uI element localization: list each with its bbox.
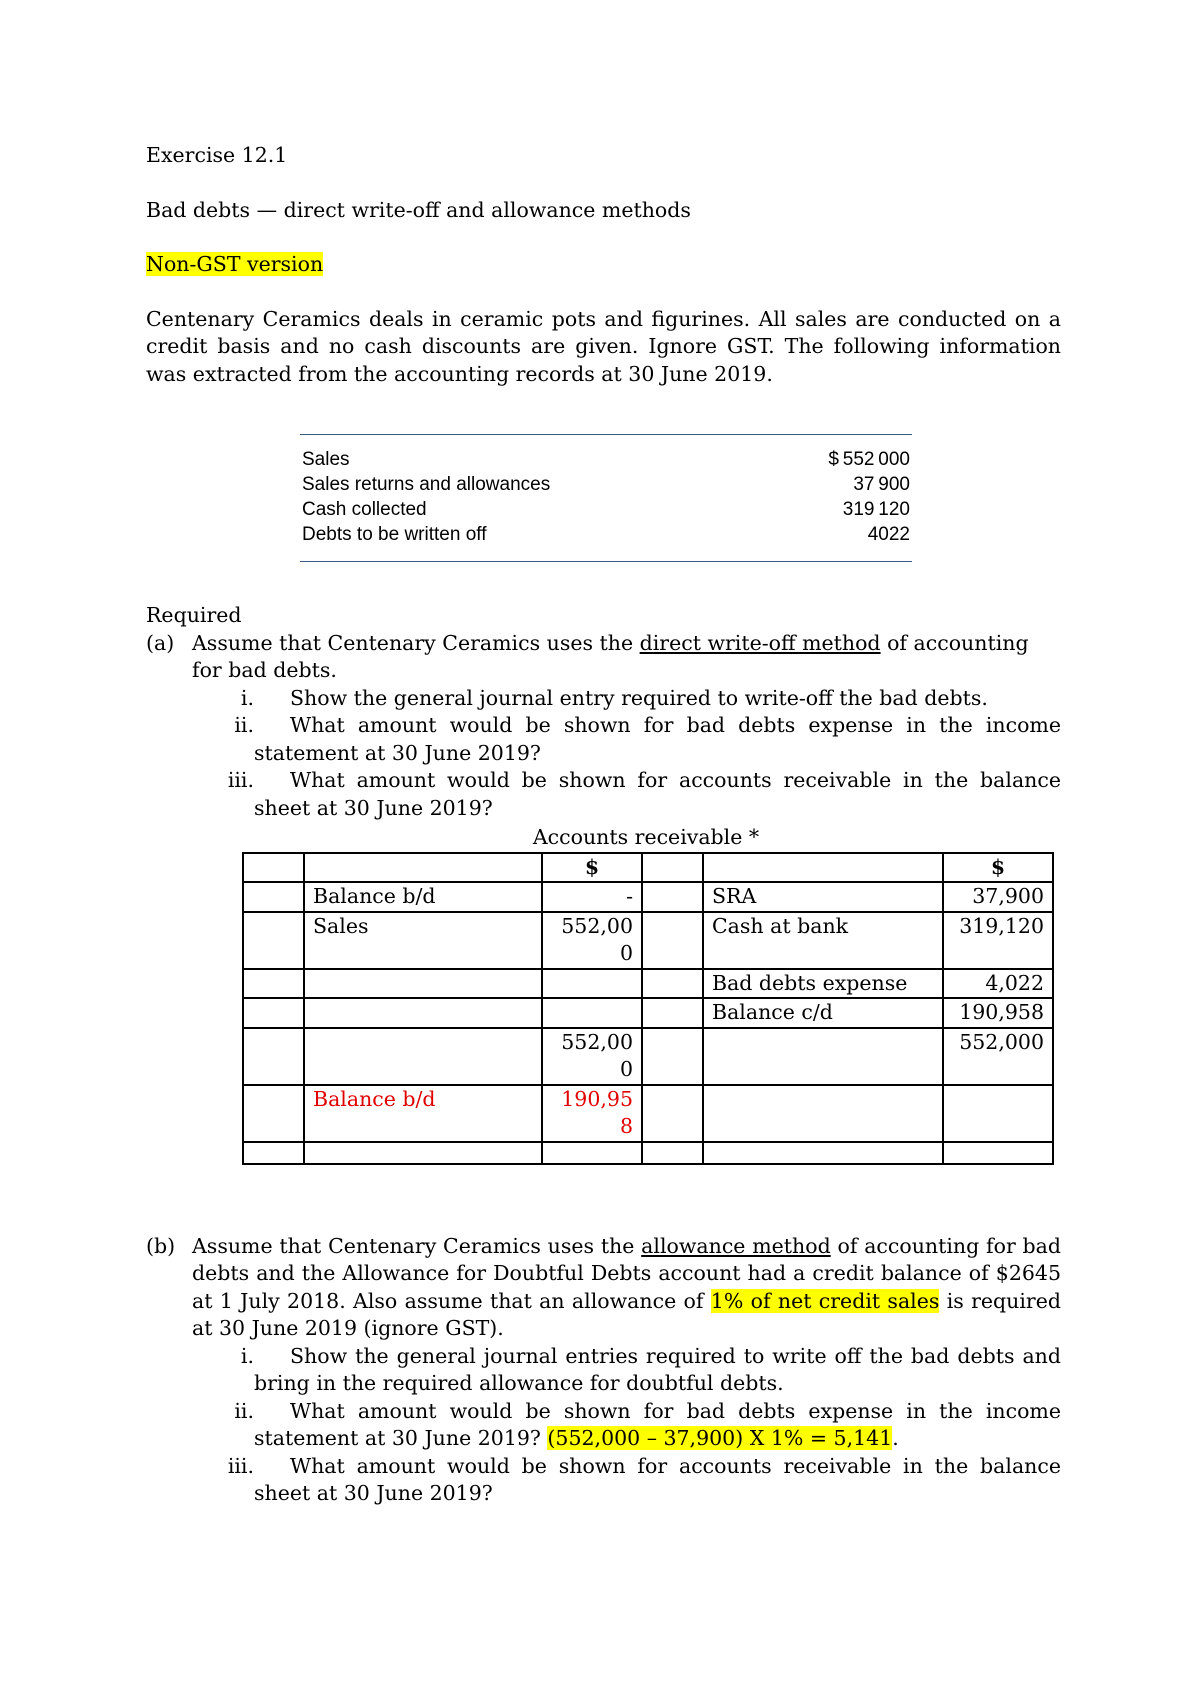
part-a-label: (a)	[146, 630, 175, 655]
item-number: ii.	[234, 713, 254, 737]
t-account-table	[242, 852, 1054, 1165]
table-row	[243, 912, 1053, 969]
summary-row	[300, 522, 912, 547]
summary-label: Sales returns and allowances	[302, 474, 551, 495]
item-text-content: What amount would be shown for bad debts expense in the income statement at 30 June 2019?	[254, 713, 1061, 765]
part-b-label: (b)	[146, 1233, 176, 1258]
summary-label: Sales	[302, 449, 350, 470]
entry-label: Bad debts expense	[703, 969, 943, 999]
item-text	[254, 685, 1061, 713]
part-a-item	[146, 712, 1061, 767]
part-b-item	[146, 1343, 1061, 1398]
table-row	[243, 998, 1053, 1028]
item-number: iii.	[227, 1453, 254, 1478]
intro-paragraph: Centenary Ceramics deals in ceramic pots and figurines. All sales are conducted on a credit basis and no cash discounts are given. Ignore GST. The following information was extracted from the accounting records at 30 June 2019.	[146, 306, 1061, 386]
entry-label: Balance c/d	[703, 998, 943, 1028]
part-a-heading	[146, 630, 1061, 685]
part-b-text-mid: of accounting for bad debts and the Allowance for Doubtful Debts account had a credit balance of $2645 at 1 July 2018. Also assume that an allowance of	[192, 1233, 1061, 1313]
item-text	[254, 1398, 1061, 1453]
entry-label: Balance b/d	[304, 882, 542, 912]
summary-label: Cash collected	[302, 499, 427, 520]
part-a-text-before: Assume that Centenary Ceramics uses the	[192, 630, 640, 655]
currency-header: $	[542, 853, 642, 883]
summary-value: $ 552 000	[828, 449, 910, 470]
summary-value: 4022	[867, 524, 910, 545]
summary-value: 319 120	[842, 499, 910, 520]
part-b-item	[146, 1398, 1061, 1453]
entry-amount: 4,022	[943, 969, 1053, 999]
table-row	[243, 1085, 1053, 1142]
item-text	[254, 1343, 1061, 1398]
part-b-text-before: Assume that Centenary Ceramics uses the	[192, 1233, 642, 1258]
table-row	[243, 1142, 1053, 1164]
part-b-method: allowance method	[641, 1233, 831, 1258]
answer-end: .	[892, 1426, 899, 1450]
table-row	[243, 882, 1053, 912]
version-highlight: Non-GST version	[146, 252, 324, 276]
item-text	[254, 712, 1061, 767]
entry-amount: 37,900	[943, 882, 1053, 912]
part-a-method: direct write-off method	[639, 630, 881, 655]
part-b-heading	[146, 1233, 1061, 1343]
item-text	[254, 767, 1061, 822]
exercise-title: Exercise 12.1	[146, 143, 288, 167]
item-text	[254, 1453, 1061, 1508]
table-row	[243, 969, 1053, 999]
exercise-subtitle: Bad debts — direct write-off and allowance methods	[146, 197, 691, 222]
item-number: i.	[240, 1343, 254, 1368]
summary-box	[300, 434, 912, 562]
item-text-content: Show the general journal entry required to write-off the bad debts.	[290, 685, 988, 710]
closing-amount: 190,958	[542, 1085, 642, 1142]
answer-highlight: (552,000 – 37,900) X 1% = 5,141	[547, 1426, 893, 1450]
summary-row	[300, 447, 912, 472]
item-number: iii.	[227, 768, 254, 792]
entry-label: SRA	[703, 882, 943, 912]
item-number: i.	[240, 685, 254, 710]
t-account-title: Accounts receivable *	[532, 825, 760, 849]
version-label	[146, 251, 1061, 279]
summary-row	[300, 497, 912, 522]
entry-amount: 190,958	[943, 998, 1053, 1028]
summary-row	[300, 472, 912, 497]
part-b-text-after: is required at 30 June 2019 (ignore GST).	[192, 1288, 1061, 1340]
required-label: Required	[146, 603, 242, 627]
total-amount: 552,000	[943, 1028, 1053, 1085]
closing-label: Balance b/d	[304, 1085, 542, 1142]
part-a-text	[192, 630, 1061, 685]
part-a-text-after: of accounting for bad debts.	[192, 630, 1029, 682]
entry-amount: 552,000	[542, 912, 642, 969]
part-b-highlight: 1% of net credit sales	[710, 1288, 940, 1313]
table-row	[243, 853, 1053, 883]
part-a-item	[146, 767, 1061, 822]
document-page	[146, 142, 1061, 1508]
entry-amount: 319,120	[943, 912, 1053, 969]
table-row	[243, 1028, 1053, 1085]
summary-value: 37 900	[853, 474, 910, 495]
item-number: ii.	[234, 1398, 254, 1423]
item-text-content: What amount would be shown for bad debts expense in the income statement at 30 June 2019?	[254, 1398, 1061, 1450]
item-text-content: What amount would be shown for accounts receivable in the balance sheet at 30 June 2019?	[254, 1453, 1061, 1505]
item-text-content: What amount would be shown for accounts receivable in the balance sheet at 30 June 2019?	[254, 768, 1061, 820]
item-text-content: Show the general journal entries required to write off the bad debts and bring in the required allowance for doubtful debts.	[254, 1343, 1061, 1395]
part-b-section	[146, 1233, 1061, 1508]
entry-amount: -	[542, 882, 642, 912]
entry-label: Cash at bank	[703, 912, 943, 969]
required-section	[146, 602, 1061, 822]
part-b-item	[146, 1453, 1061, 1508]
entry-label: Sales	[304, 912, 542, 969]
summary-label: Debts to be written off	[302, 524, 487, 545]
part-b-text	[192, 1233, 1061, 1343]
currency-header: $	[943, 853, 1053, 883]
total-amount: 552,000	[542, 1028, 642, 1085]
part-a-item	[146, 685, 1061, 713]
